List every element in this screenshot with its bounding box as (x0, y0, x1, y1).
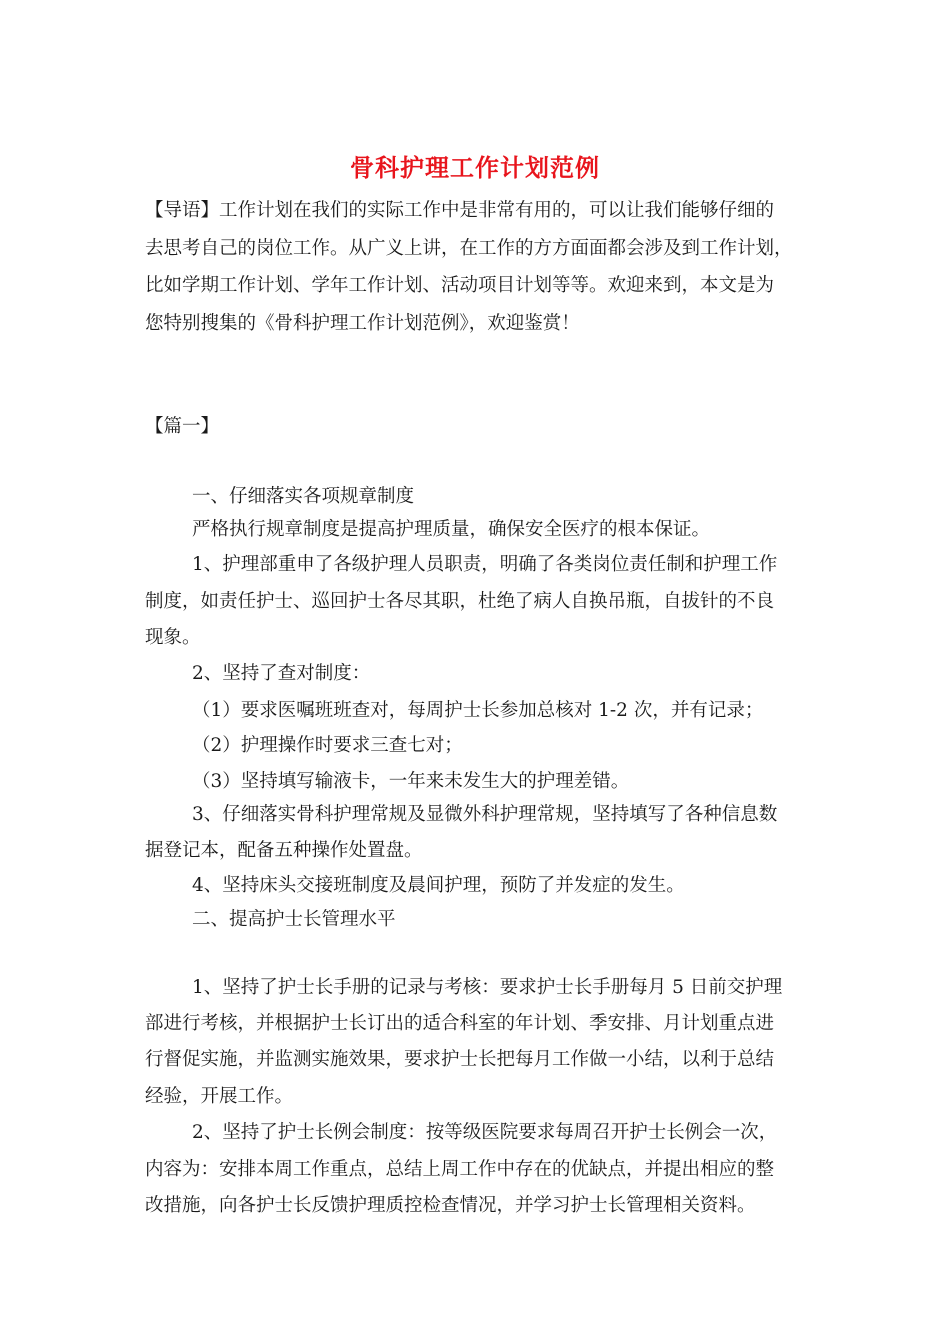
paragraph-line: 内容为：安排本周工作重点，总结上周工作中存在的优缺点，并提出相应的整 (145, 1159, 775, 1180)
document-title: 骨科护理工作计划范例 (350, 153, 600, 182)
paragraph-line: 3、仔细落实骨科护理常规及显微外科护理常规，坚持填写了各种信息数 (192, 804, 778, 825)
paragraph-line: 严格执行规章制度是提高护理质量，确保安全医疗的根本保证。 (192, 519, 711, 540)
section-label: 【篇一】 (145, 416, 220, 437)
paragraph-line: 制度，如责任护士、巡回护士各尽其职，杜绝了病人自换吊瓶，自拔针的不良 (145, 591, 775, 612)
intro-line: 您特别搜集的《骨科护理工作计划范例》，欢迎鉴赏！ (145, 313, 580, 334)
list-item: （1）要求医嘱班班查对，每周护士长参加总核对 1-2 次，并有记录； (192, 700, 764, 721)
intro-line: 比如学期工作计划、学年工作计划、活动项目计划等等。欢迎来到，本文是为 (145, 275, 775, 296)
list-item: （3）坚持填写输液卡，一年来未发生大的护理差错。 (192, 771, 630, 792)
paragraph-line: 经验，开展工作。 (145, 1086, 294, 1107)
list-item: （2）护理操作时要求三查七对； (192, 735, 463, 756)
paragraph-line: 1、护理部重申了各级护理人员职责，明确了各类岗位责任制和护理工作 (192, 554, 778, 575)
paragraph-line: 改措施，向各护士长反馈护理质控检查情况，并学习护士长管理相关资料。 (145, 1195, 756, 1216)
paragraph-line: 2、坚持了护士长例会制度：按等级医院要求每周召开护士长例会一次， (192, 1122, 778, 1143)
paragraph-line: 1、坚持了护士长手册的记录与考核：要求护士长手册每月 5 日前交护理 (192, 977, 783, 998)
heading-1: 一、仔细落实各项规章制度 (192, 486, 415, 507)
paragraph-line: 现象。 (145, 627, 201, 648)
paragraph-line: 4、坚持床头交接班制度及晨间护理，预防了并发症的发生。 (192, 875, 685, 896)
intro-line: 【导语】工作计划在我们的实际工作中是非常有用的，可以让我们能够仔细的 (145, 200, 775, 221)
intro-line: 去思考自己的岗位工作。从广义上讲，在工作的方方面面都会涉及到工作计划， (145, 238, 793, 259)
heading-2: 二、提高护士长管理水平 (192, 909, 396, 930)
paragraph-line: 2、坚持了查对制度： (192, 663, 371, 684)
paragraph-line: 行督促实施，并监测实施效果，要求护士长把每月工作做一小结，以利于总结 (145, 1049, 775, 1070)
paragraph-line: 部进行考核，并根据护士长订出的适合科室的年计划、季安排、月计划重点进 (145, 1013, 775, 1034)
paragraph-line: 据登记本，配备五种操作处置盘。 (145, 840, 423, 861)
